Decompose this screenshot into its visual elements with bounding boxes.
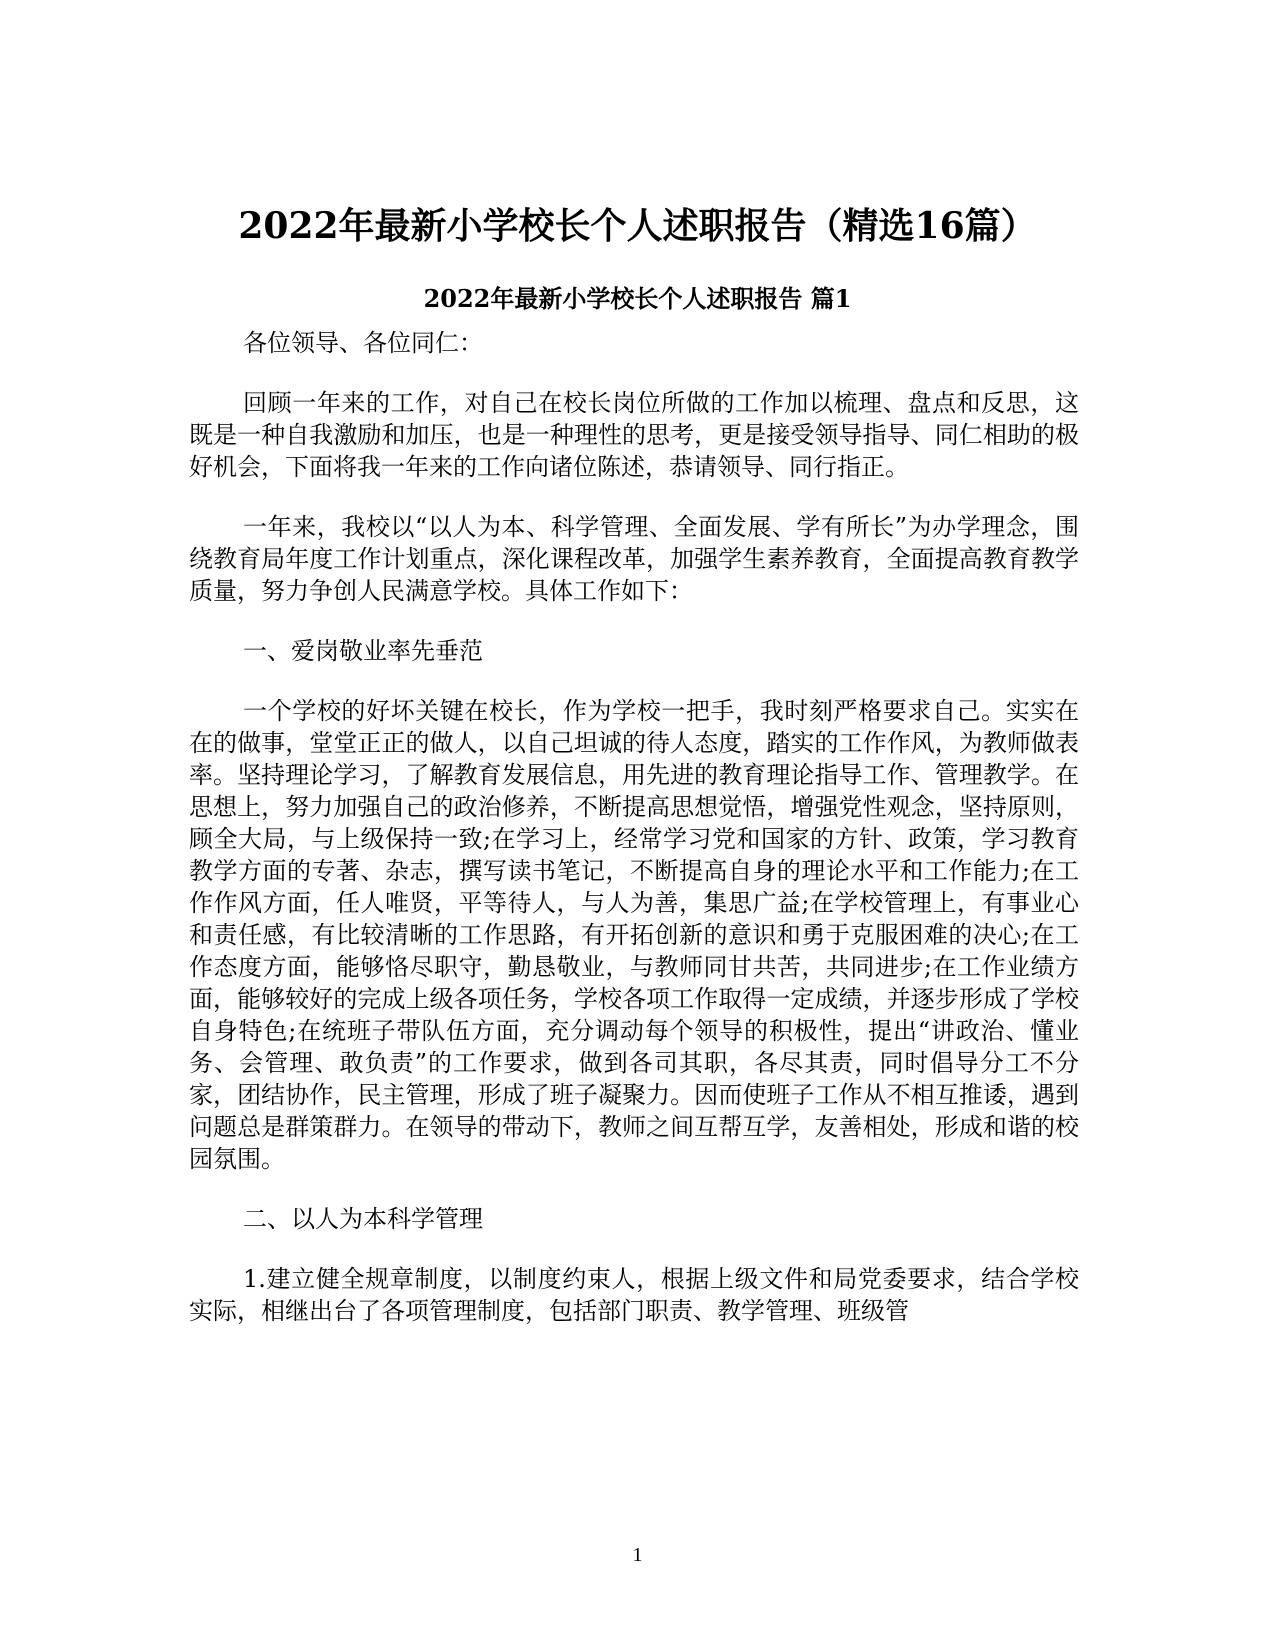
document-body <box>189 327 1079 1355</box>
section-one-paragraph: 一个学校的好坏关键在校长，作为学校一把手，我时刻严格要求自己。实实在在的做事，堂堂正正的做人，以自己坦诚的待人态度，踏实的工作作风，为教师做表率。坚持理论学习，了解教育发展信息，用先进的教育理论指导工作、管理教学。在思想上，努力加强自己的政治修养，不断提高思想觉悟，增强党性观念，坚持原则，顾全大局，与上级保持一致;在学习上，经常学习党和国家的方针、政策，学习教育教学方面的专著、杂志，撰写读书笔记，不断提高自身的理论水平和工作能力;在工作作风方面，任人唯贤，平等待人，与人为善，集思广益;在学校管理上，有事业心和责任感，有比较清晰的工作思路，有开拓创新的意识和勇于克服困难的决心;在工作态度方面，能够恪尽职守，勤恳敬业，与教师同甘共苦，共同进步;在工作业绩方面，能够较好的完成上级各项任务，学校各项工作取得一定成绩，并逐步形成了学校自身特色;在统班子带队伍方面，充分调动每个领导的积极性，提出“讲政治、懂业务、会管理、敢负责”的工作要求，做到各司其职，各尽其责，同时倡导分工不分家，团结协作，民主管理，形成了班子凝聚力。因而使班子工作从不相互推诿，遇到问题总是群策群力。在领导的带动下，教师之间互帮互学，友善相处，形成和谐的校园氛围。 <box>189 697 1079 1173</box>
section-two-heading: 二、以人为本科学管理 <box>243 1205 483 1233</box>
page-number: 1 <box>632 1544 643 1566</box>
section-two-paragraph: 1.建立健全规章制度，以制度约束人，根据上级文件和局党委要求，结合学校实际，相继出台了各项管理制度，包括部门职责、教学管理、班级管 <box>189 1265 1079 1325</box>
section-heading: 2022年最新小学校长个人述职报告 篇1 <box>423 283 852 313</box>
intro-paragraph: 回顾一年来的工作，对自己在校长岗位所做的工作加以梳理、盘点和反思，这既是一种自我激励和加压，也是一种理性的思考，更是接受领导指导、同仁相助的极好机会，下面将我一年来的工作向诸位陈述，恭请领导、同行指正。 <box>189 389 1079 481</box>
salutation-paragraph: 各位领导、各位同仁： <box>243 329 483 357</box>
document-title: 2022年最新小学校长个人述职报告（精选16篇） <box>238 205 1037 248</box>
section-one-heading: 一、爱岗敬业率先垂范 <box>243 637 483 665</box>
overview-paragraph: 一年来，我校以“以人为本、科学管理、全面发展、学有所长”为办学理念，围绕教育局年度工作计划重点，深化课程改革，加强学生素养教育，全面提高教育教学质量，努力争创人民满意学校。具体工作如下： <box>189 513 1079 605</box>
